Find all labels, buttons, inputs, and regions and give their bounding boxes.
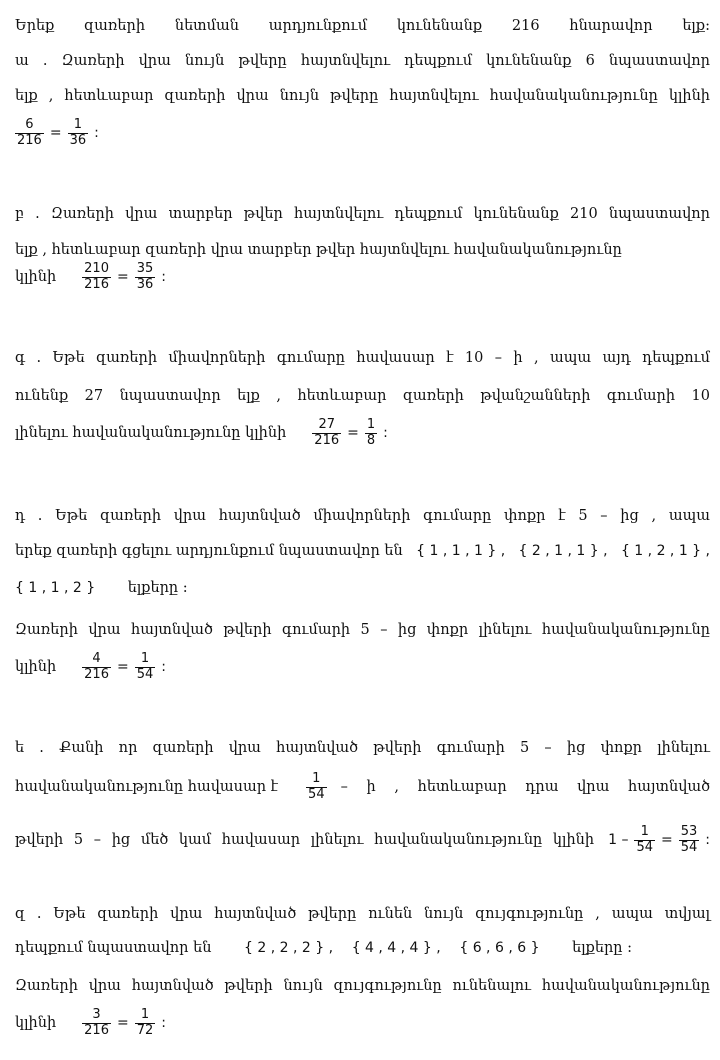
part-b-line-1: բ . Զառերի վրա տարբեր թվեր հայտնվելու դեպքում կունենանք 210 նպաստավոր	[15, 206, 710, 222]
fraction: $\frac{4}{216}$	[84, 651, 109, 682]
set: { 4 , 4 , 4 } ,	[351, 940, 441, 956]
set: { 2 , 2 , 2 } ,	[244, 940, 334, 956]
part-d-formula: կլինի $\frac{4}{216}$ = $\frac{1}{54}$ :	[15, 651, 166, 682]
part-b-line-2: ելք , հետևաբար զառերի վրա տարբեր թվեր հայտնվելու հավանականությունը	[15, 242, 622, 258]
set: { 6 , 6 , 6 }	[459, 940, 540, 956]
fraction: $\frac{6}{216}$	[17, 117, 42, 148]
fraction: $\frac{3}{216}$	[84, 1007, 109, 1038]
set: { 2 , 1 , 1 } ,	[518, 543, 608, 559]
part-e-line-3: թվերի 5 – ից մեծ կամ հավասար լինելու հավանականությունը կլինի 1 – $\frac{1}{54}$ = $\frac{53}{54}$ :	[15, 824, 710, 855]
part-d-line-1: դ . Եթե զառերի վրա հայտնված միավորների գումարը փոքր է 5 – ից , ապա	[15, 508, 710, 524]
part-b-formula: կլինի $\frac{210}{216}$ = $\frac{35}{36}$ :	[15, 261, 166, 292]
part-a-formula: $\frac{6}{216}$ = $\frac{1}{36}$ :	[17, 117, 99, 148]
fraction: $\frac{1}{54}$	[308, 771, 325, 802]
part-a-line-2: ելք , հետևաբար զառերի վրա նույն թվերը հայտնվելու հավանականությունը կլինի	[15, 88, 710, 104]
part-z-formula: կլինի $\frac{3}{216}$ = $\frac{1}{72}$ :	[15, 1007, 166, 1038]
part-c-line-2: ունենք 27 նպաստավոր ելք , հետևաբար զառերի թվանշանների գումարի 10	[15, 388, 710, 404]
fraction: $\frac{1}{8}$	[366, 417, 376, 448]
part-d-line-4: Զառերի վրա հայտնված թվերի գումարի 5 – ից փոքր լինելու հավանականությունը	[15, 622, 710, 638]
part-a-line-1: ա . Զառերի վրա նույն թվերը հայտնվելու դեպքում կունենանք 6 նպաստավոր	[15, 53, 710, 69]
fraction: $\frac{1}{54}$	[136, 651, 154, 682]
set: { 1 , 1 , 2 }	[15, 580, 96, 596]
fraction: $\frac{210}{216}$	[84, 261, 109, 292]
part-c-line-1: գ . Եթե զառերի միավորների գումարը հավասար է 10 – ի , ապա այդ դեպքում	[15, 350, 710, 366]
part-z-line-2: դեպքում նպաստավոր են { 2 , 2 , 2 } , { 4 , 4 , 4 } , { 6 , 6 , 6 } ելքերը ։	[15, 940, 633, 956]
part-c-formula: լինելու հավանականությունը կլինի $\frac{27}{216}$ = $\frac{1}{8}$ :	[15, 417, 388, 448]
part-z-line-3: Զառերի վրա հայտնված թվերի նույն զույգությունը ունենալու հավանականությունը	[15, 978, 710, 994]
part-e-line-1: ե . Քանի որ զառերի վրա հայտնված թվերի գումարի 5 – ից փոքր լինելու	[15, 740, 710, 756]
set: { 1 , 1 , 1 } ,	[416, 543, 506, 559]
set: { 1 , 2 , 1 } ,	[620, 543, 710, 559]
part-z-line-1: զ . Եթե զառերի վրա հայտնված թվերը ունեն նույն զույգությունը , ապա տվյալ	[15, 906, 710, 922]
part-e-line-2: հավանականությունը հավասար է $\frac{1}{54}$ – ի , հետևաբար դրա վրա հայտնված	[15, 771, 710, 802]
fraction: $\frac{1}{54}$	[636, 824, 653, 855]
part-d-line-2: երեք զառերի գցելու արդյունքում նպաստավոր են { 1 , 1 , 1 } , { 2 , 1 , 1 } , { 1 , 2 , 1 } ,	[15, 543, 710, 559]
fraction: $\frac{35}{36}$	[136, 261, 154, 292]
fraction: $\frac{1}{72}$	[136, 1007, 154, 1038]
fraction: $\frac{1}{36}$	[69, 117, 87, 148]
fraction: $\frac{53}{54}$	[680, 824, 698, 855]
fraction: $\frac{27}{216}$	[314, 417, 340, 448]
part-d-line-3: { 1 , 1 , 2 } ելքերը ։	[15, 580, 188, 596]
intro-line: Երեք զառերի նետման արդյունքում կունենանք 216 հնարավոր ելք։	[15, 18, 710, 34]
